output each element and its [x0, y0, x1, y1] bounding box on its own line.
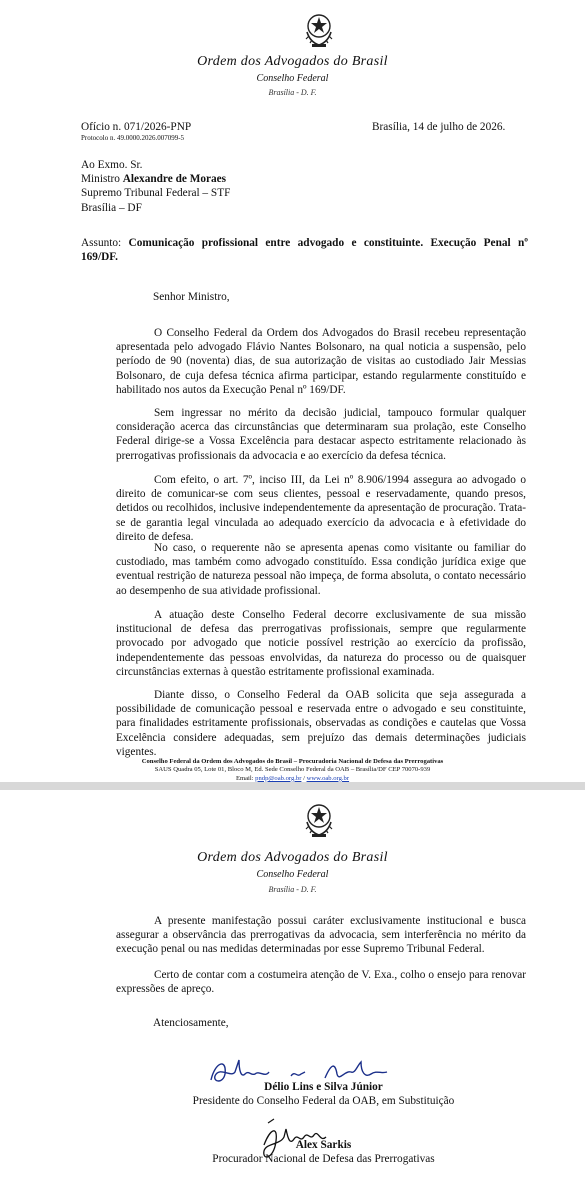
subject-label: Assunto:	[81, 237, 129, 249]
council-name: Conselho Federal	[256, 869, 329, 880]
body-paragraph: Certo de contar com a costumeira atenção de V. Exa., colho o ensejo para renovar expressões de apreço.	[116, 969, 526, 996]
subject-block	[81, 236, 528, 264]
footer-institution: Conselho Federal da Ordem dos Advogados do Brasil – Procuradoria Nacional de Defesa das Prerrogativas	[141, 758, 444, 765]
recipient-court: Supremo Tribunal Federal – STF	[81, 187, 231, 200]
greeting: Senhor Ministro,	[153, 291, 230, 303]
header-city: Brasília - D. F.	[268, 885, 317, 894]
recipient-name: Alexandre de Moraes	[122, 173, 227, 186]
organization-name: Ordem dos Advogados do Brasil	[197, 54, 388, 69]
footer-address: SAUS Quadra 05, Lote 01, Bloco M, Ed. Sede Conselho Federal da OAB – Brasília/DF CEP 70070-939	[154, 766, 431, 774]
signatory-name: Délio Lins e Silva Júnior	[264, 1081, 383, 1093]
signatory-name: Alex Sarkis	[295, 1139, 352, 1151]
body-paragraph: Sem ingressar no mérito da decisão judicial, tampouco formular qualquer consideração acerca das circunstâncias que determinaram sua prolação, este Conselho Federal dirige-se a Vossa Excelência para destacar aspecto estritamente relacionado às prerrogativas profissionais da advocacia e ao exercício da defesa técnica.	[116, 407, 526, 462]
email-link[interactable]: pndp@oab.org.br	[255, 774, 302, 782]
coat-of-arms-icon	[304, 802, 334, 838]
coat-of-arms-icon	[304, 12, 334, 48]
office-number: Ofício n. 071/2026-PNP	[81, 121, 192, 133]
subject-text: Comunicação profissional entre advogado e constituinte. Execução Penal nº	[128, 237, 528, 249]
header-city: Brasília - D. F.	[268, 88, 317, 97]
council-name: Conselho Federal	[256, 73, 329, 84]
recipient-title-line	[81, 172, 230, 186]
footer-separator: /	[301, 774, 307, 782]
website-link[interactable]: www.oab.org.br	[306, 774, 350, 782]
subject-line-1	[81, 236, 528, 250]
signatory-role: Presidente do Conselho Federal da OAB, em Substituição	[192, 1095, 455, 1107]
recipient-block	[81, 158, 230, 215]
signatory-role: Procurador Nacional de Defesa das Prerrogativas	[212, 1153, 435, 1165]
body-paragraph: A atuação deste Conselho Federal decorre exclusivamente de sua missão institucional de defesa das prerrogativas profissionais, sempre que regularmente provocado por advogado que noticie possível restrição ao exercício da profissão, independentemente das pessoas envolvidas, da natureza do processo ou de quaisquer circunstâncias externas à questão estritamente profissional examinada.	[116, 609, 526, 678]
subject-text-continued: 169/DF.	[81, 251, 118, 264]
body-paragraph: Com efeito, o art. 7º, inciso III, da Lei nº 8.906/1994 assegura ao advogado o direito de comunicar-se com seus clientes, pessoal e reservadamente, quando presos, detidos ou recolhidos, inclusive independentemente da apresentação de procuração. Trata-se de garantia legal vinculada ao adequado exercício da advocacia e à efetividade do direito de defesa.	[116, 474, 526, 543]
letter-footer	[0, 758, 585, 783]
letter-date: Brasília, 14 de julho de 2026.	[372, 121, 506, 133]
closing: Atenciosamente,	[153, 1017, 229, 1029]
body-paragraph: No caso, o requerente não se apresenta apenas como visitante ou familiar do custodiado, mas também como advogado constituído. Essa condição jurídica exige que eventual restrição de natureza pessoal não impeça, de forma absoluta, o contato necessário ao desempenho de sua atividade profissional.	[116, 542, 526, 597]
body-paragraph: O Conselho Federal da Ordem dos Advogados do Brasil recebeu representação apresentada pelo advogado Flávio Nantes Bolsonaro, na qual noticia a suspensão, pelo período de 90 (noventa) dias, de sua autorização de visitas ao custodiado Jair Messias Bolsonaro, de cuja defesa técnica afirma participar, estando regularmente constituído e habilitado nos autos da Execução Penal nº 169/DF.	[116, 327, 526, 396]
organization-name: Ordem dos Advogados do Brasil	[197, 850, 388, 865]
recipient-title: Ministro	[81, 173, 123, 186]
recipient-salutation: Ao Exmo. Sr.	[81, 159, 143, 171]
footer-email-label: Email:	[235, 774, 256, 782]
protocol-number: Protocolo n. 49.0000.2026.007099-5	[81, 134, 185, 142]
letter-page-2	[0, 790, 585, 1200]
footer-contacts	[0, 775, 585, 783]
body-paragraph: A presente manifestação possui caráter exclusivamente institucional e busca assegurar a observância das prerrogativas da advocacia, sem interferência no mérito da execução penal ou nas medidas determinadas por esse Supremo Tribunal Federal.	[116, 915, 526, 956]
body-paragraph: Diante disso, o Conselho Federal da OAB solicita que seja assegurada a possibilidade de comunicação pessoal e reservada entre o advogado e seu constituinte, para finalidades estritamente profissionais, observadas as condições e cautelas que Vossa Excelência considere adequadas, sem prejuízo das demais determinações judiciais vigentes.	[116, 689, 526, 758]
recipient-city: Brasília – DF	[81, 201, 142, 214]
